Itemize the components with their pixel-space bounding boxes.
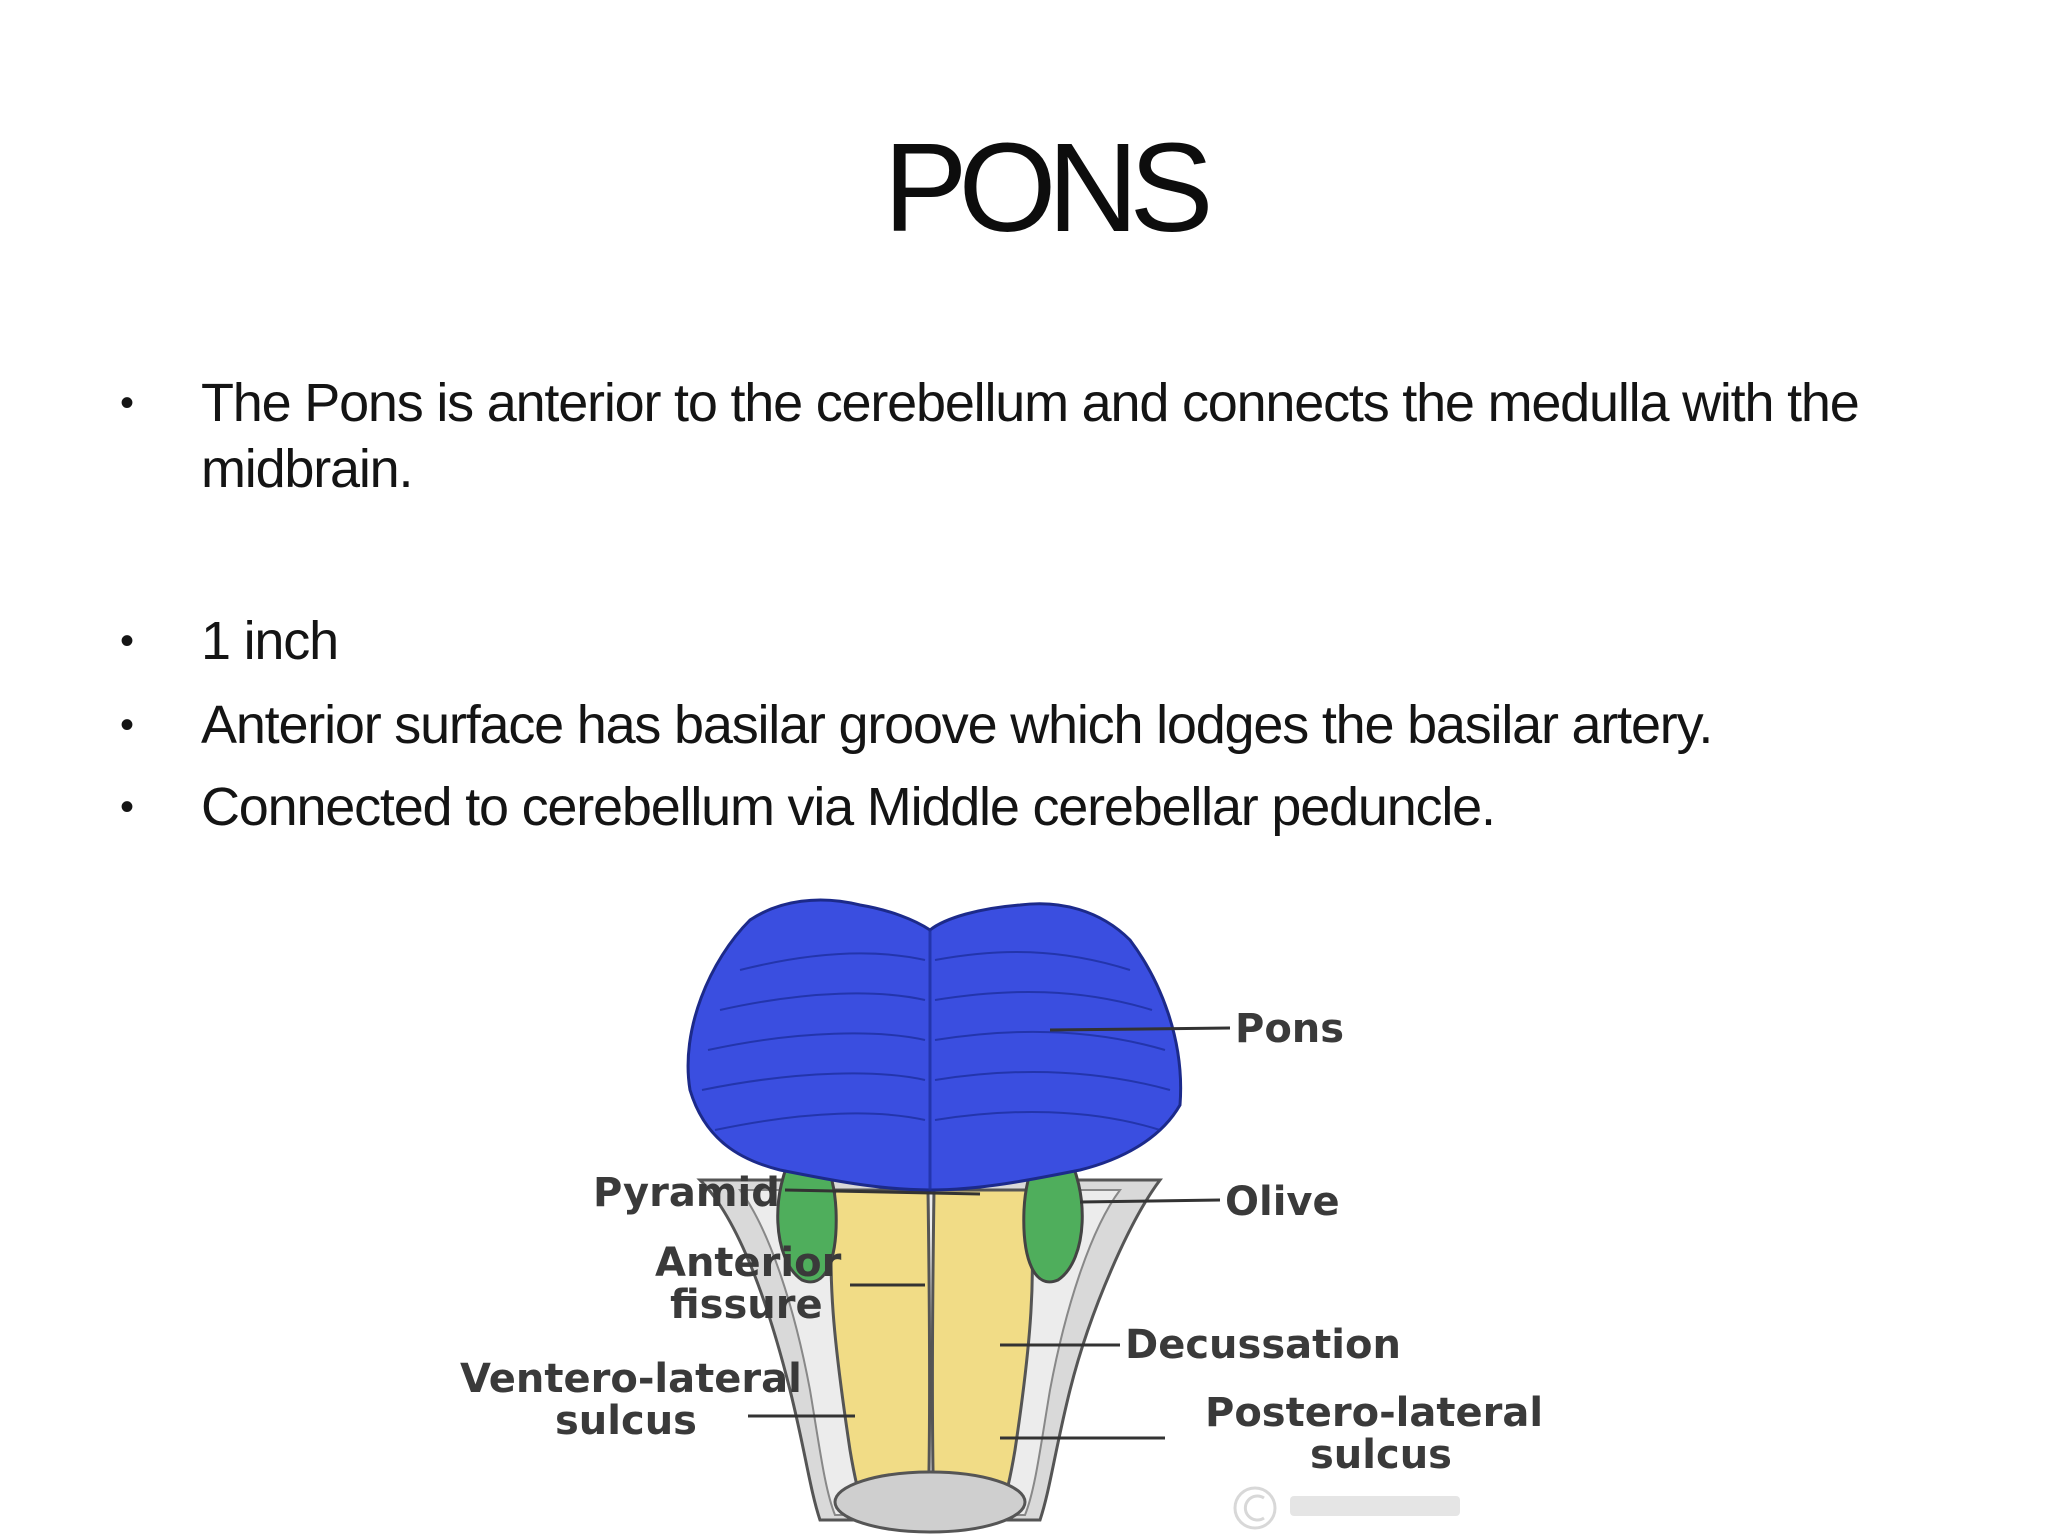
label-pons: Pons xyxy=(1235,1006,1345,1052)
copyright-watermark xyxy=(1235,1488,1460,1528)
bullet-text: 1 inch xyxy=(201,611,338,671)
label-postero-lateral-2: sulcus xyxy=(1310,1432,1452,1478)
bullet-text: The Pons is anterior to the cerebellum and connects the medulla with the midbrain. xyxy=(201,373,1859,499)
label-postero-lateral-1: Postero-lateral xyxy=(1205,1390,1544,1436)
brainstem-illustration xyxy=(440,890,1560,1536)
medulla-cut-section xyxy=(835,1472,1025,1532)
pons-shape xyxy=(688,900,1181,1190)
bullet-marker: • xyxy=(120,703,133,747)
bullet-marker: • xyxy=(120,785,133,829)
label-ventero-lateral-2: sulcus xyxy=(555,1398,697,1444)
label-decussation: Decussation xyxy=(1125,1322,1401,1368)
label-anterior-fissure-2: fissure xyxy=(670,1282,823,1328)
bullet-marker: • xyxy=(120,381,133,425)
label-pyramid: Pyramid xyxy=(593,1170,780,1216)
label-olive: Olive xyxy=(1225,1179,1340,1225)
slide-title: PONS xyxy=(883,117,1205,258)
label-ventero-lateral-1: Ventero-lateral xyxy=(460,1356,802,1402)
label-anterior-fissure-1: Anterior xyxy=(655,1240,842,1286)
bullet-text: Anterior surface has basilar groove which lodges the basilar artery. xyxy=(201,695,1713,755)
bullet-text: Connected to cerebellum via Middle cerebellar peduncle. xyxy=(201,777,1495,837)
brainstem-diagram xyxy=(440,890,1560,1536)
bullet-marker: • xyxy=(120,619,133,663)
